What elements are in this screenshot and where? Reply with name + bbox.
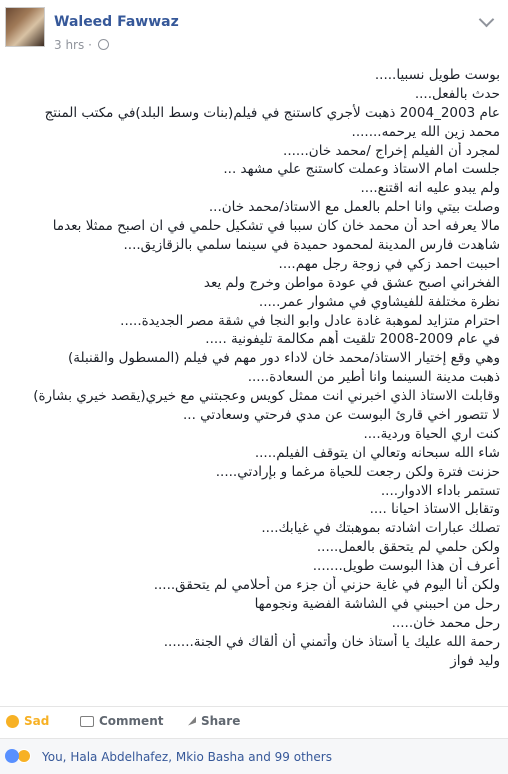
post-line: لا تتصور اخي قارئ البوست عن مدي فرحتي وسعادتي ... (183, 407, 500, 424)
post-line: جلست امام الاستاذ وعملت كاستنج علي مشهد ... (223, 161, 500, 178)
chevron-down-icon[interactable] (479, 12, 495, 28)
post-line: احببت احمد زكي في زوجة رجل مهم.... (278, 255, 500, 272)
post-line: مالا يعرفه احد أن محمد خان كان سببا في تشكيل حلمي في ان اصبح ممثلا بعدما (52, 218, 500, 235)
post-line: رحل من احببني في الشاشة الفضية ونجومها (254, 595, 500, 612)
post-line: وتقابل الاستاذ احيانا .... (369, 501, 500, 518)
post-line: تصلك عبارات اشادته بموهبتك في غيابك.... (261, 520, 500, 537)
post-line: وقابلت الاستاذ الذي اخبرني انت ممثل كويس وعجبتني مع خيري(يقصد خيري بشارة) (33, 388, 500, 405)
sad-reaction-button[interactable] (6, 714, 49, 728)
like-icon (5, 749, 19, 763)
post-header (0, 0, 508, 62)
comment-icon (80, 716, 94, 727)
post-line: بوست طويل نسبيا..... (374, 67, 500, 83)
post-line: رحل محمد خان..... (391, 614, 500, 631)
post-line: أعرف أن هذا البوست طويل....... (312, 558, 500, 575)
post-line: عام 2003_2004 ذهبت لأجري كاستنج في فيلم(بنات وسط البلد)في مكتب المنتج (44, 104, 500, 121)
post-line: شاء الله سبحانه وتعالي ان يتوقف الفيلم..... (254, 444, 500, 461)
post-body (0, 66, 503, 671)
post-line: حدث بالفعل.... (414, 85, 500, 102)
post-line: حزنت فترة ولكن رجعت للحياة مرغما و بإرادتي..... (215, 463, 500, 480)
reaction-icons[interactable] (5, 749, 31, 763)
meta-separator: · (88, 38, 92, 52)
reaction-names[interactable]: You, Hala Abdelhafez, Mkio Basha and 99 others (42, 750, 332, 764)
share-icon (188, 717, 196, 726)
sad-icon (17, 749, 31, 763)
post-line: شاهدت فارس المدينة لمحمود حميدة في سينما سلمي بالزقازيق.... (123, 237, 500, 254)
post-line: تستمر باداء الادوار.... (380, 482, 500, 499)
sad-label: Sad (24, 714, 50, 728)
post-meta (54, 38, 109, 52)
avatar[interactable] (5, 7, 45, 47)
timestamp[interactable]: 3 hrs (54, 38, 85, 52)
reactions-summary (0, 738, 508, 774)
post-line: وصلت بيتي وانا احلم بالعمل مع الاستاذ/محمد خان... (208, 199, 500, 216)
post-line: ولم يبدو عليه انه اقتنع.... (360, 180, 500, 197)
comment-button[interactable] (80, 714, 163, 728)
author-name[interactable]: Waleed Fawwaz (54, 14, 179, 30)
post-line: الفخراني اصبح عشق في عودة مواطن وخرج ولم يعد (203, 274, 500, 291)
post-line: كنت اري الحياة وردية.... (363, 425, 500, 442)
post-line: وهي وقع إختيار الاستاذ/محمد خان لاداء دور مهم في فيلم (المسطول والقنبلة) (68, 350, 500, 367)
post-line: رحمة الله عليك يا أستاذ خان وأتمني أن ألقاك في الجنة....... (163, 633, 500, 650)
post-line: نظرة مختلفة للفيشاوي في مشوار عمر..... (258, 293, 500, 310)
post-line: ولكن أنا اليوم في غاية حزني أن جزء من أحلامي لم يتحقق..... (153, 577, 500, 594)
post-line: ولكن حلمي لم يتحقق بالعمل..... (316, 539, 500, 556)
post-line: محمد زين الله يرحمه....... (351, 123, 500, 140)
post-line: ذهبت مدينة السينما وانا أطير من السعادة..... (247, 369, 500, 386)
action-bar (0, 706, 508, 737)
post-line: لمجرد أن الفيلم إخراج /محمد خان...... (283, 142, 500, 159)
post-line: في عام 2009-2008 تلقيت أهم مكالمة تليفونية ..... (205, 331, 500, 348)
globe-icon[interactable] (98, 39, 109, 50)
sad-icon (6, 715, 19, 728)
share-button[interactable] (188, 714, 240, 728)
post-line: احترام متزايد لموهبة غادة عادل وابو النجا في شقة مصر الجديدة..... (120, 312, 500, 329)
comment-label: Comment (99, 714, 164, 728)
share-label: Share (201, 714, 241, 728)
post-line: وليد فواز (450, 652, 500, 669)
